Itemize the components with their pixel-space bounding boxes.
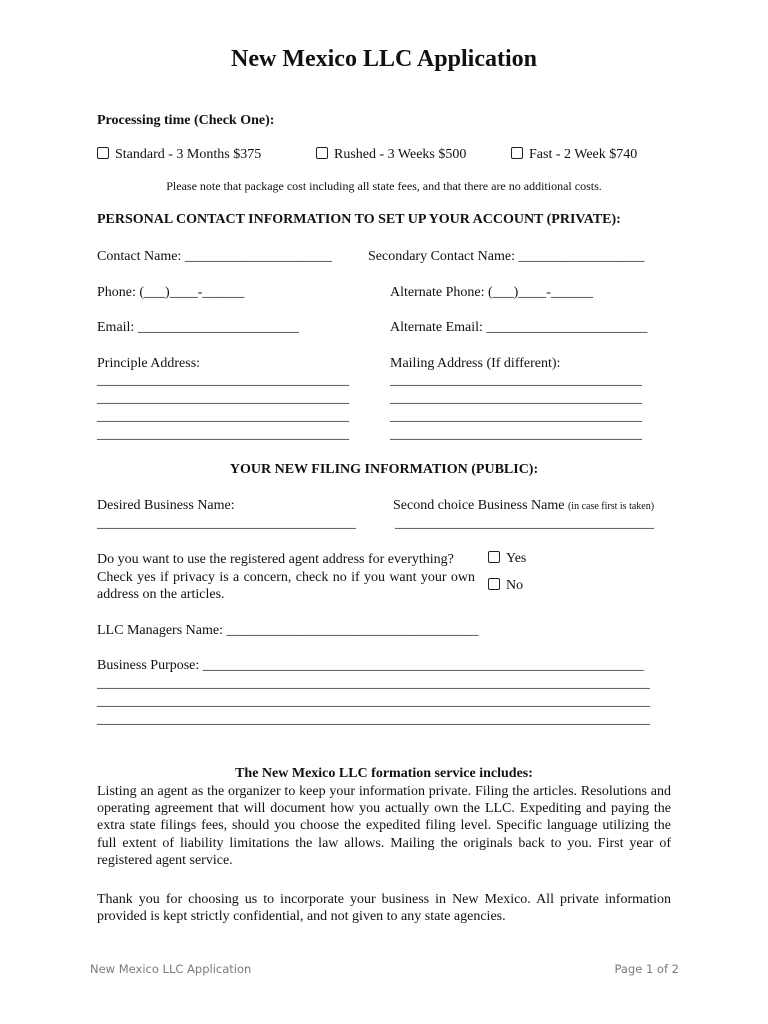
mailing-address-line[interactable]: ____________________________________	[390, 373, 642, 388]
email-field[interactable]: Email: _______________________	[97, 320, 299, 335]
contact-name-field[interactable]: Contact Name: _____________________	[97, 249, 332, 264]
option-rushed-label: Rushed - 3 Weeks $500	[334, 147, 467, 162]
processing-label: Processing time (Check One):	[97, 113, 275, 128]
agent-question: Do you want to use the registered agent address for everything?	[97, 552, 454, 567]
desired-name-line[interactable]: _____________________________________	[97, 516, 356, 531]
no-label: No	[506, 578, 524, 593]
mailing-address-label: Mailing Address (If different):	[390, 356, 561, 371]
alt-email-field[interactable]: Alternate Email: _______________________	[390, 320, 648, 335]
principle-address-line[interactable]: ____________________________________	[97, 427, 349, 442]
secondary-contact-field[interactable]: Secondary Contact Name: __________________	[368, 249, 645, 264]
personal-heading: PERSONAL CONTACT INFORMATION TO SET UP YOUR ACCOUNT (PRIVATE):	[97, 212, 621, 227]
mailing-address-line[interactable]: ____________________________________	[390, 409, 642, 424]
agent-no-option[interactable]	[488, 578, 523, 594]
business-purpose-line[interactable]: _______________________________________________________________________________	[97, 694, 650, 709]
service-heading: The New Mexico LLC formation service includes:	[235, 766, 533, 781]
principle-address-line[interactable]: ____________________________________	[97, 409, 349, 424]
mailing-address-line[interactable]: ____________________________________	[390, 391, 642, 406]
filing-heading: YOUR NEW FILING INFORMATION (PUBLIC):	[229, 462, 539, 477]
service-body: Listing an agent as the organizer to keep your information private. Filing the articles. Resolutions and operating agreement that will document how you actually own the LLC. Expediting and paying the extra state filings fees, should you choose the expedited filing level. Specific language utilizing the full extent of liability limitations the law allows. Mailing the originals back to you. First year of registered agent service.	[97, 784, 671, 868]
principle-address-line[interactable]: ____________________________________	[97, 373, 349, 388]
desired-name-label: Desired Business Name:	[97, 498, 235, 513]
second-choice-line[interactable]: _____________________________________	[395, 516, 654, 531]
managers-field[interactable]: LLC Managers Name: ____________________________________	[97, 623, 479, 638]
checkbox-fast[interactable]	[511, 147, 523, 159]
option-standard[interactable]	[97, 147, 261, 163]
footer-title: New Mexico LLC Application	[90, 962, 252, 976]
mailing-address-line[interactable]: ____________________________________	[390, 427, 642, 442]
principle-address-label: Principle Address:	[97, 356, 201, 371]
phone-field[interactable]: Phone: (___)____-______	[97, 285, 245, 300]
page-title: New Mexico LLC Application	[231, 46, 537, 72]
option-fast[interactable]	[511, 147, 637, 163]
yes-label: Yes	[506, 551, 527, 566]
business-purpose-field[interactable]: Business Purpose: _______________________________________________________________	[97, 658, 644, 673]
checkbox-no[interactable]	[488, 578, 500, 590]
second-choice-label	[393, 498, 654, 514]
agent-hint: Check yes if privacy is a concern, check no if you want your own address on the articles.	[97, 570, 475, 603]
page-number: Page 1 of 2	[614, 962, 679, 976]
checkbox-standard[interactable]	[97, 147, 109, 159]
alt-phone-field[interactable]: Alternate Phone: (___)____-______	[390, 285, 593, 300]
thank-you-text: Thank you for choosing us to incorporate your business in New Mexico. All private information provided is kept strictly confidential, and not given to any state agencies.	[97, 892, 671, 925]
agent-yes-option[interactable]	[488, 551, 526, 567]
option-fast-label: Fast - 2 Week $740	[529, 147, 638, 162]
checkbox-yes[interactable]	[488, 551, 500, 563]
second-choice-text: Second choice Business Name	[393, 498, 565, 513]
principle-address-line[interactable]: ____________________________________	[97, 391, 349, 406]
business-purpose-line[interactable]: _______________________________________________________________________________	[97, 676, 650, 691]
option-standard-label: Standard - 3 Months $375	[115, 147, 262, 162]
checkbox-rushed[interactable]	[316, 147, 328, 159]
business-purpose-line[interactable]: _______________________________________________________________________________	[97, 712, 650, 727]
option-rushed[interactable]	[316, 147, 466, 163]
second-choice-note: (in case first is taken)	[567, 501, 655, 512]
package-note: Please note that package cost including all state fees, and that there are no additional costs.	[166, 179, 602, 193]
